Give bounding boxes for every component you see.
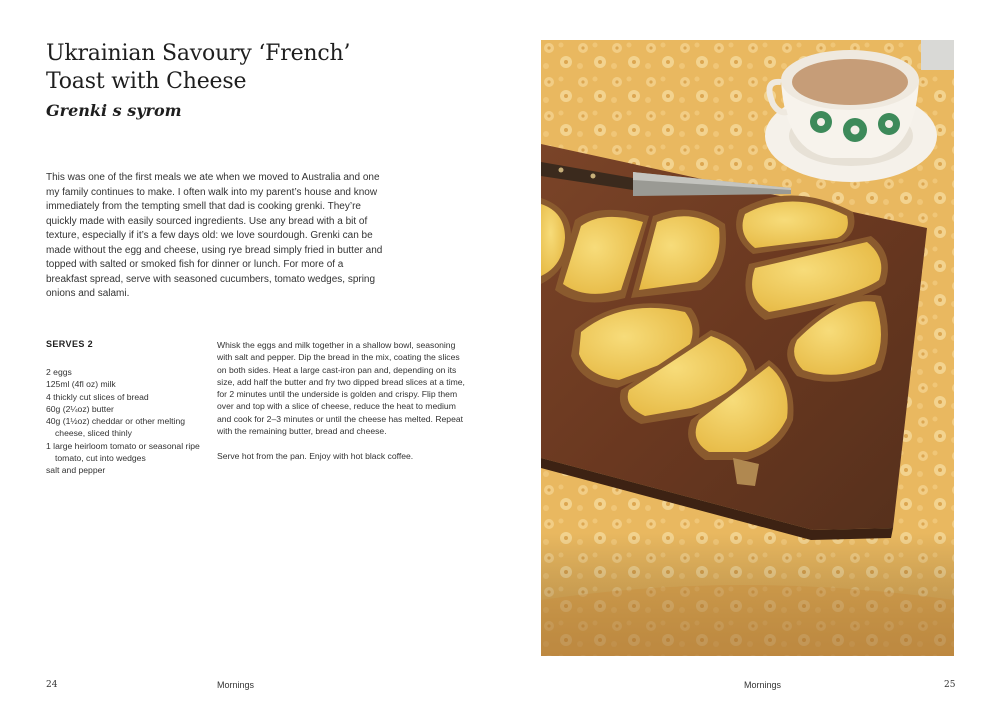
coffee-cup — [765, 50, 937, 182]
ingredient-item: 1 large heirloom tomato or seasonal ripe tomato, cut into wedges — [46, 440, 200, 464]
serves-label: SERVES 2 — [46, 339, 94, 349]
right-page-number: 25 — [944, 680, 956, 690]
ingredient-item: salt and pepper — [46, 465, 106, 476]
method-paragraph: Whisk the eggs and milk together in a shallow bowl, seasoning with salt and pepper. Dip the bread in the mix, coating the slices on both sides. Heat a large cast-iron pan and, depending on its size, add half the butter and fry two dipped bread slices at a time, for 2 minutes until the underside is golden and crispy. Flip them over and top with a slice of cheese, reduce the heat to medium and cook for 2–3 minutes or until the cheese has melted. Repeat with the remaining butter, bread and cheese. — [217, 340, 465, 437]
recipe-title — [46, 40, 466, 96]
ingredients-list — [46, 366, 216, 477]
ingredient-item: 40g (1½oz) cheddar or other melting cheese, sliced thinly — [46, 416, 186, 439]
intro-paragraph: This was one of the first meals we ate when we moved to Australia and one my family continues to make. I often walk into my parent’s house and know immediately from the tempting smell that dad is cooking grenki. They’re quickly made with easily sourced ingredients. Use any bread with a bit of texture, especially if it’s a few days old: we love sourdough. Grenki can be made without the egg and cheese, using rye bread simply fried in butter and topped with salted or smoked fish for dinner or lunch. For more of a breakfast spread, serve with seasoned cucumbers, tomato wedges, spring onions and salami. — [46, 172, 383, 299]
method-text — [217, 339, 465, 474]
left-section-label: Mornings — [217, 680, 255, 690]
right-section-label: Mornings — [744, 680, 782, 690]
recipe-photo — [541, 40, 954, 656]
ingredient-item: 4 thickly cut slices of bread — [46, 391, 149, 402]
ingredient-item: 2 eggs — [46, 367, 72, 377]
method-paragraph: Serve hot from the pan. Enjoy with hot black coffee. — [217, 450, 414, 461]
ingredient-item: 125ml (4fl oz) milk — [46, 379, 116, 390]
left-page-number: 24 — [46, 680, 58, 690]
ingredient-item: 60g (2¼oz) butter — [46, 403, 114, 414]
recipe-title-line-1: Ukrainian Savoury ‘French’ — [46, 41, 351, 66]
recipe-subtitle: Grenki s syrom — [46, 101, 182, 120]
recipe-title-line-2: Toast with Cheese — [46, 69, 247, 94]
